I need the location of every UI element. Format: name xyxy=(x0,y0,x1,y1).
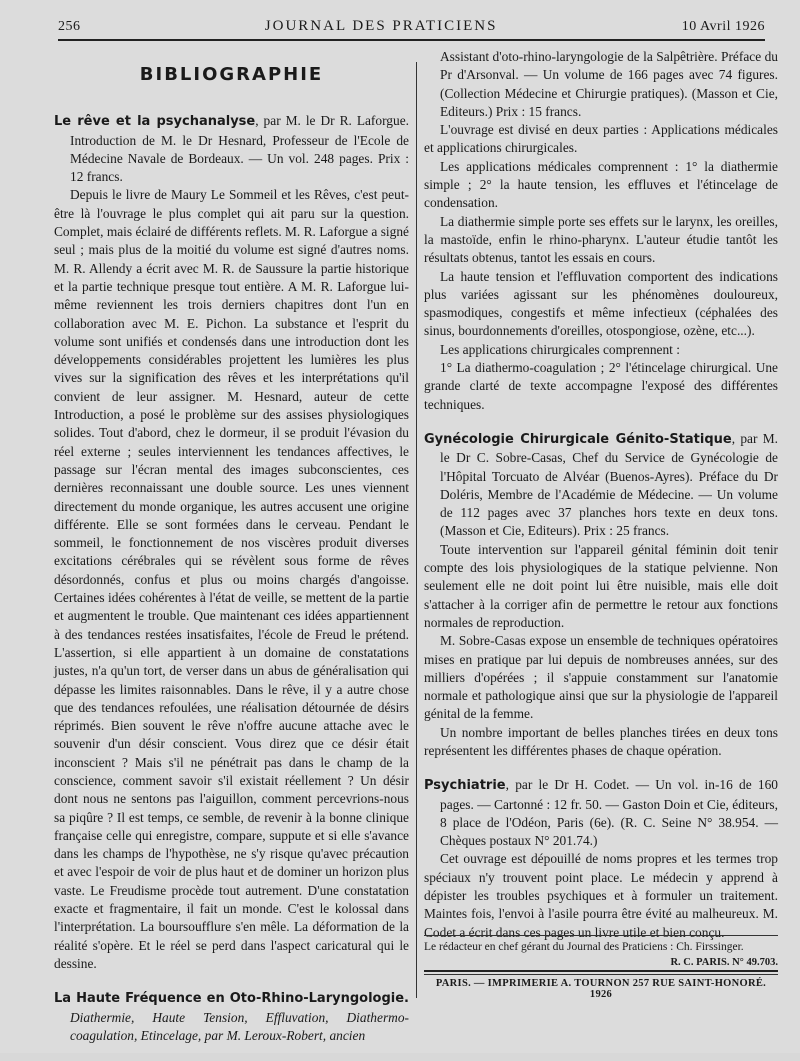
entry-title: Le rêve et la psychanalyse xyxy=(54,114,256,130)
page-number: 256 xyxy=(58,19,81,34)
issue-date: 10 Avril 1926 xyxy=(681,19,765,34)
entry-paragraph: 1° La diathermo-coagulation ; 2° l'étincelage chirurgical. Une grande clarté de texte accompagne l'exposé des différentes techniques. xyxy=(424,360,778,412)
entry-paragraph: La diathermie simple porte ses effets sur le larynx, les oreilles, la mastoïde, enfin le rhino-pharynx. L'auteur étudie tantôt les résultats obtenus, tantot les essais en cours. xyxy=(424,213,778,266)
entry-paragraph: M. Sobre-Casas expose un ensemble de techniques opératoires mises en pratique par lui depuis de nombreuses années, sur des milliers d'opérées ; il s'appuie constamment sur l'anatomie normale et pathologique ainsi que sur la physiologie de l'appareil génital de la femme. xyxy=(424,633,778,722)
footer-rule xyxy=(424,970,778,972)
entry-heading xyxy=(54,989,409,1045)
column-divider xyxy=(416,62,417,998)
entry-continuation: Assistant d'oto-rhino-laryngologie de la Salpêtrière. Préface du Pr d'Arsonval. — Un volume de 166 pages avec 74 figures. (Collection Médecine et Chirurgie pratiques). (Masson et Cie, Editeurs.) Prix : 15 francs. xyxy=(440,49,778,119)
entry-paragraph: La haute tension et l'effluvation comportent des indications plus variées agissant sur les phénomènes douloureux, spasmodiques, congestifs et même infectieux (céphalées des sinus, bourdonnements d'oreilles, otospongiose, ozène, etc...). xyxy=(424,268,778,339)
entry-details: , par le Dr H. Codet. — Un vol. in-16 de 160 pages. — Cartonné : 12 fr. 50. — Gaston Doin et Cie, éditeurs, 8 place de l'Odéon, Paris (6e). (R. C. Seine N° 38.954. — Chèques postaux N° 201.74.) xyxy=(440,777,778,849)
footer-rule xyxy=(424,974,778,975)
entry-heading xyxy=(424,776,778,850)
right-column xyxy=(424,48,778,958)
entry-details: Diathermie, Haute Tension, Effluvation, Diathermo-coagulation, Etincelage, par M. Leroux-Robert, ancien xyxy=(70,1009,409,1043)
entry-heading xyxy=(424,430,778,541)
footer-rule xyxy=(424,935,778,936)
registry-number: R. C. PARIS. N° 49.703. xyxy=(670,957,778,968)
header-rule xyxy=(58,39,765,41)
entry-heading xyxy=(54,112,409,186)
journal-title: JOURNAL DES PRATICIENS xyxy=(264,18,498,34)
entry-paragraph: Les applications médicales comprennent : 1° la diathermie simple ; 2° la haute tension, les effluves et l'étincelage de condensation. xyxy=(424,158,778,211)
entry-title: Psychiatrie xyxy=(424,778,506,794)
left-column xyxy=(54,62,409,1061)
entry-paragraph: Les applications chirurgicales comprennent : xyxy=(440,341,680,357)
review-entry xyxy=(54,112,409,973)
printer-imprint: PARIS. — IMPRIMERIE A. TOURNON 257 RUE SAINT-HONORÉ. 1926 xyxy=(435,978,767,1000)
entry-paragraph: Cet ouvrage est dépouillé de noms propres et les termes trop spéciaux n'y trouvent point place. Le médecin y apprend à dépister les troubles psychiques et à formuler un traitement. Maintes fois, l'envoi à l'asile pourra être évité au malheureux. M. Codet a écrit dans ces pages un livre utile et bien conçu. xyxy=(424,851,778,940)
entry-details: , par M. le Dr R. Laforgue. Introduction de M. le Dr Hesnard, Professeur de l'Ecole de Médecine Navale de Bordeaux. — Un vol. 248 pages. Prix : 12 francs. xyxy=(70,113,409,185)
entry-paragraph: Toute intervention sur l'appareil génital féminin doit tenir compte des lois physiologiques de la statique pelvienne. Non seulement elle ne doit point lui être nuisible, mais elle doit s'attacher à la corriger afin de permettre le retour aux fonctions normales de reproduction. xyxy=(424,541,778,630)
entry-details: , par M. le Dr C. Sobre-Casas, Chef du Service de Gynécologie de l'Hôpital Torcuato de Alvéar (Buenos-Ayres). Préface du Dr Doléris, Membre de l'Académie de Médecine. — Un volume de 112 pages avec 37 planches hors texte en deux tons. (Masson et Cie, Editeurs). Prix : 25 francs. xyxy=(440,430,778,539)
review-entry xyxy=(424,430,778,760)
editor-line: Le rédacteur en chef gérant du Journal des Praticiens : Ch. Firssinger. xyxy=(424,941,744,953)
review-entry-continued xyxy=(424,48,778,414)
footer-editor-note xyxy=(424,940,778,970)
review-entry xyxy=(424,776,778,942)
review-entry xyxy=(54,989,409,1045)
entry-title: Gynécologie Chirurgicale Génito-Statique xyxy=(424,431,732,447)
section-title: BIBLIOGRAPHIE xyxy=(139,64,324,85)
page-header xyxy=(58,18,765,40)
entry-paragraph: L'ouvrage est divisé en deux parties : Applications médicales et applications chirurgicales. xyxy=(424,122,778,156)
entry-paragraph: Un nombre important de belles planches tirées en deux tons représentent les différentes phases de chaque opération. xyxy=(424,724,778,758)
entry-title: La Haute Fréquence en Oto-Rhino-Laryngologie. xyxy=(54,991,409,1007)
entry-paragraph: Depuis le livre de Maury Le Sommeil et les Rêves, c'est peut-être là l'ouvrage le plus complet qui ait paru sur la question. Complet, mais éclairé de différents reflets. M. R. Laforgue a signé seul ; mais plus de la moitié du volume est signé d'autres noms. M. R. Allendy a écrit avec M. R. de Saussure la partie historique et la partie technique presque tout entière. A M. R. Laforgue lui-même reviennent les trois derniers chapitres dont l'un en collaboration avec M. E. Pichon. La substance et l'esprit du volume sont unifiés et condensés dans une introduction dont les développements considérables projettent les lumières les plus vives sur la signification des rêves et les interprétations qu'il convient de leur assigner. M. Hesnard, auteur de cette Introduction, a posé le problème sur des assises physiologiques solides. Tout d'abord, chez le dormeur, il se produit l'évasion du réel externe ; seules interviennent les tendances affectives, le passage sur l'écran mental des images subconscientes, ces dernières reconnaissant une double source. Les unes viennent directement du monde organique, les autres accusent une origine différente. Elle se sont formées dans le cerveau. Pendant le sommeil, le fonctionnement de nos viscères produit diverses excitations cérébrales qui se révèlent sous forme de rêves désordonnés, confus et plus ou moins chargés d'angoisse. Certaines idées cohérentes à l'état de veille, se mettent de la partie et augmentent le trouble. Que maintenant ces idées appartiennent à des tendances restées insatisfaites, l'école de Freud le prétend. L'assertion, si elle appartient à un domaine de constatations justes, n'a qu'un tort, de verser dans un abus de généralisation qui dépasse les limites raisonnables. Dans le rêve, il y a autre chose que des tendances refoulées, une réalisation détournée de désirs réprimés. Bien souvent le rêve n'offre aucune attache avec le souvenir d'un désir conscient. Vous direz que ce désir était inconscient ? Mais s'il ne pénétrait pas dans le champ de la conscience, comment savoir s'il existait réellement ? Un désir dont nous ne sentons pas l'aiguillon, comment percevrions-nous sa piqûre ? Il est temps, ce semble, de revenir à la bonne clinique française celle qui enregistre, compare, suppute et si elle s'avance dans les champs de l'hypothèse, ne s'y risque qu'avec précaution et avec l'espoir de voir de plus haut et de dominer un horizon plus vaste. Le Freudisme procède tout autrement. D'une constatation exacte et fragmentaire, il fait un monde. C'est le kolossal dans l'interprétation. La boursoufflure s'en mêle. La déformation de la réalité s'opère. Et le réel se perd dans l'aspect caricatural qui le dessine. xyxy=(54,187,409,971)
